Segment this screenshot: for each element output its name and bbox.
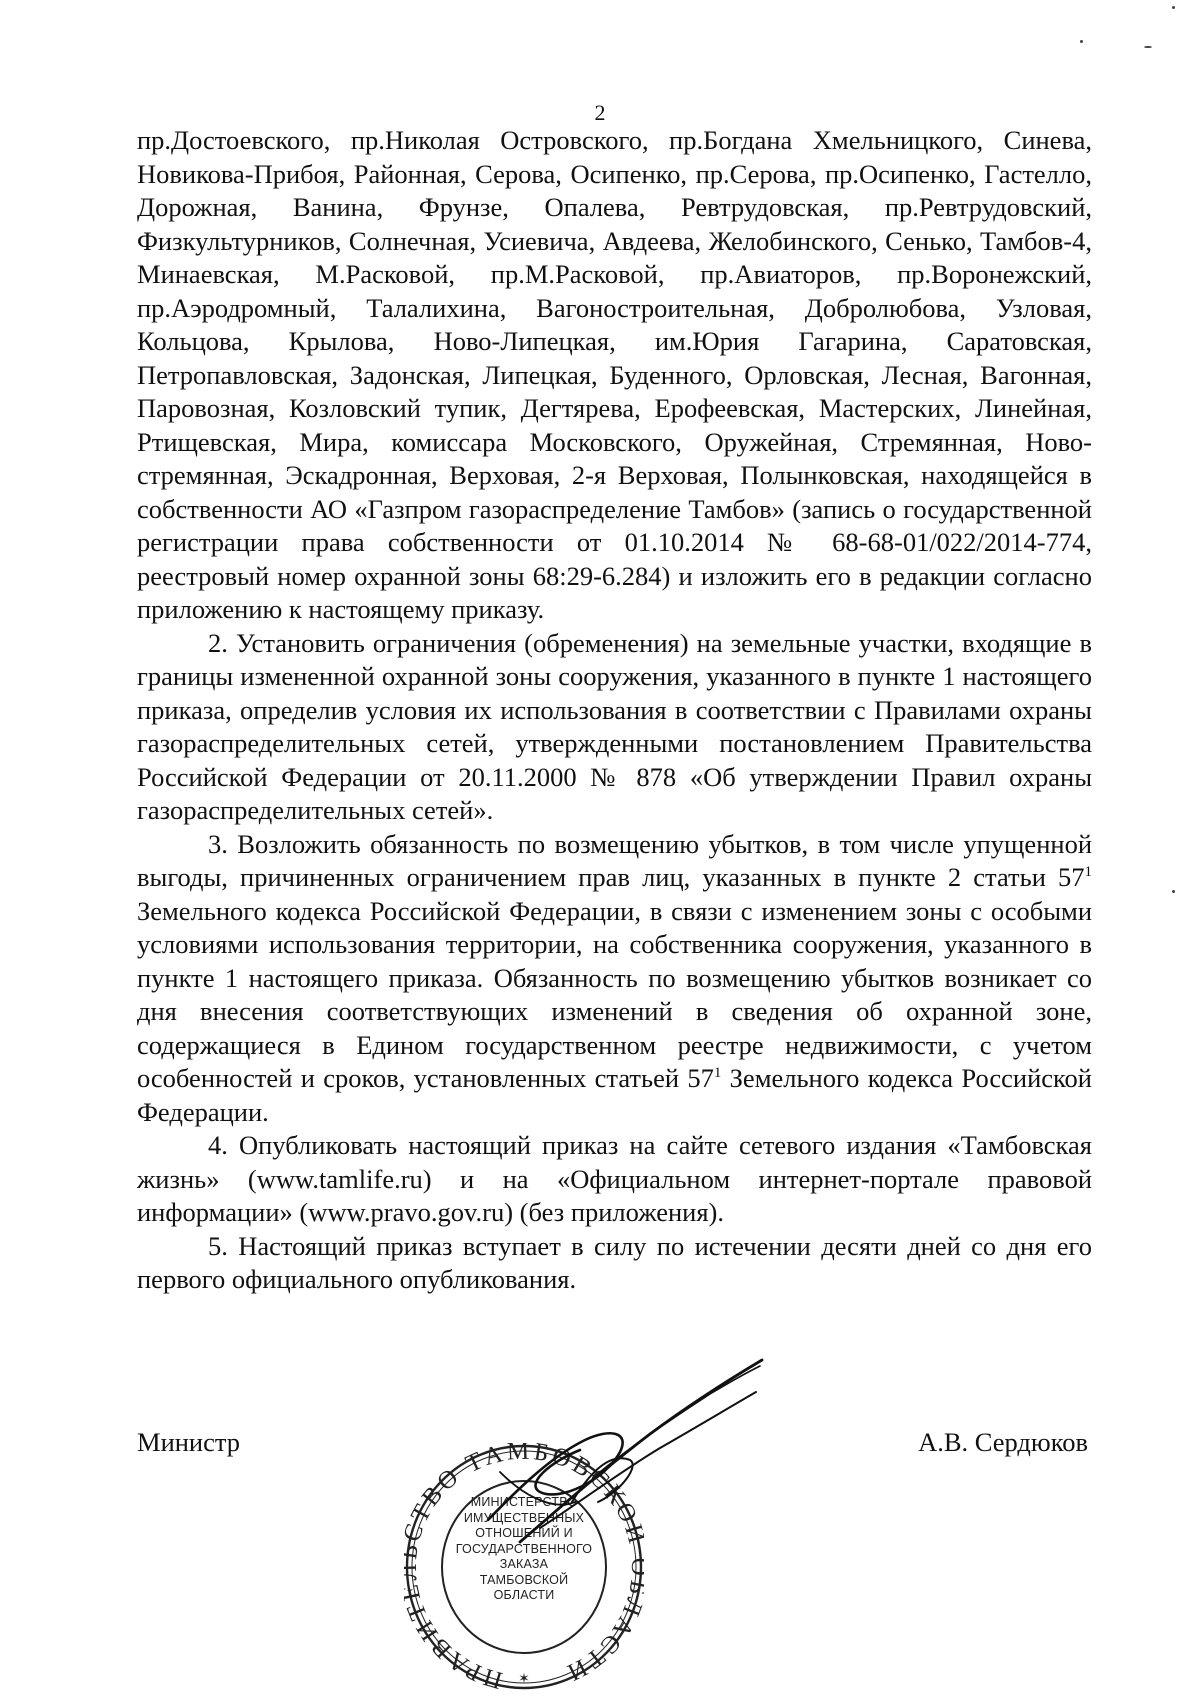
handwritten-signature	[480, 1352, 770, 1557]
paragraph-1-continuation: пр.Достоевского, пр.Николая Островского, пр.Богдана Хмельницкого, Синева, Новикова-Прибоя, Районная, Серова, Осипенко, пр.Серова, пр.Осипенко, Гастелло, Дорожная, Ванина, Фрунзе, Опалева, Ревтрудовская, пр.Ревтрудовский, Физкультурников, Солнечная, Усиевича, Авдеева, Желобинского, Сенько, Тамбов-4, Минаевская, М.Расковой, пр.М.Расковой, пр.Авиаторов, пр.Воронежский, пр.Аэродромный, Талалихина, Вагоностроительная, Добролюбова, Узловая, Кольцова, Крылова, Ново-Липецкая, им.Юрия Гагарина, Саратовская, Петропавловская, Задонская, Липецкая, Буденного, Орловская, Лесная, Вагонная, Паровозная, Козловский тупик, Дегтярева, Ерофеевская, Мастерских, Линейная, Ртищевская, Мира, комиссара Московского, Оружейная, Стремянная, Ново-стремянная, Эскадронная, Верховая, 2-я Верховая, Полынковская, находящейся в собственности АО «Газпром газораспределение Тамбов» (запись о государственной регистрации права собственности от 01.10.2014 № 68-68-01/022/2014-774, реестровый номер охранной зоны 68:29-6.284) и изложить его в редакции согласно приложению к настоящему приказу.	[137, 125, 1092, 624]
seal-line: ТАМБОВСКОЙ	[479, 1572, 569, 1587]
order-body	[137, 124, 1092, 1297]
superscript-article-index: 1	[1084, 864, 1092, 880]
signer-name: А.В. Сердюков	[918, 1427, 1088, 1457]
scan-speck	[1144, 46, 1152, 48]
paragraph-3	[137, 828, 1092, 1130]
seal-line: ОТНОШЕНИЙ И	[475, 1526, 573, 1540]
page-number: 2	[594, 100, 606, 125]
svg-text:✶: ✶	[518, 1672, 530, 1687]
paragraph-5: 5. Настоящий приказ вступает в силу по истечении десяти дней со дня его первого официального опубликования.	[137, 1230, 1092, 1294]
scan-speck	[1080, 40, 1083, 43]
superscript-article-index: 1	[713, 1065, 722, 1081]
signer-position: Министр	[137, 1427, 241, 1457]
paragraph-3-part-3: Земельного кодекса Российской Федерации.	[137, 1063, 1092, 1127]
seal-line: ОБЛАСТИ	[493, 1588, 555, 1602]
seal-line: ГОСУДАРСТВЕННОГО	[455, 1541, 593, 1556]
scan-speck	[1172, 6, 1175, 9]
seal-line: ИМУЩЕСТВЕННЫХ	[463, 1510, 585, 1525]
paragraph-2: 2. Установить ограничения (обременения) на земельные участки, входящие в границы измененной охранной зоны сооружения, указанного в пункте 1 настоящего приказа, определив условия их использования в соответствии с Правилами охраны газораспределительных сетей, утвержденными постановлением Правительства Российской Федерации от 20.11.2000 № 878 «Об утверждении Правил охраны газораспределительных сетей».	[137, 627, 1092, 825]
paragraph-3-part-2: Земельного кодекса Российской Федерации, в связи с изменением зоны с особыми условиями использования территории, на собственника сооружения, указанного в пункте 1 настоящего приказа. Обязанность по возмещению убытков возникает со дня внесения соответствующих изменений в сведения об охранной зоне, содержащиеся в Едином государственном реестре недвижимости, с учетом особенностей и сроков, установленных статьей 57	[137, 895, 1092, 1093]
paragraph-3-part-1: 3. Возложить обязанность по возмещению убытков, в том числе упущенной выгоды, причиненных ограничением прав лиц, указанных в пункте 2 статьи 57	[137, 828, 1092, 892]
scan-speck	[1172, 890, 1175, 893]
paragraph-4: 4. Опубликовать настоящий приказ на сайте сетевого издания «Тамбовская жизнь» (www.tamlife.ru) и на «Официальном интернет-портале правовой информации» (www.pravo.gov.ru) (без приложения).	[137, 1130, 1092, 1227]
seal-line: ЗАКАЗА	[499, 1557, 549, 1571]
seal-line: МИНИСТЕРСТВО	[470, 1495, 578, 1509]
seal-ring-text: ПРАВИТ ТВО ТАМБОВСКО АСТИ	[404, 1443, 644, 1693]
